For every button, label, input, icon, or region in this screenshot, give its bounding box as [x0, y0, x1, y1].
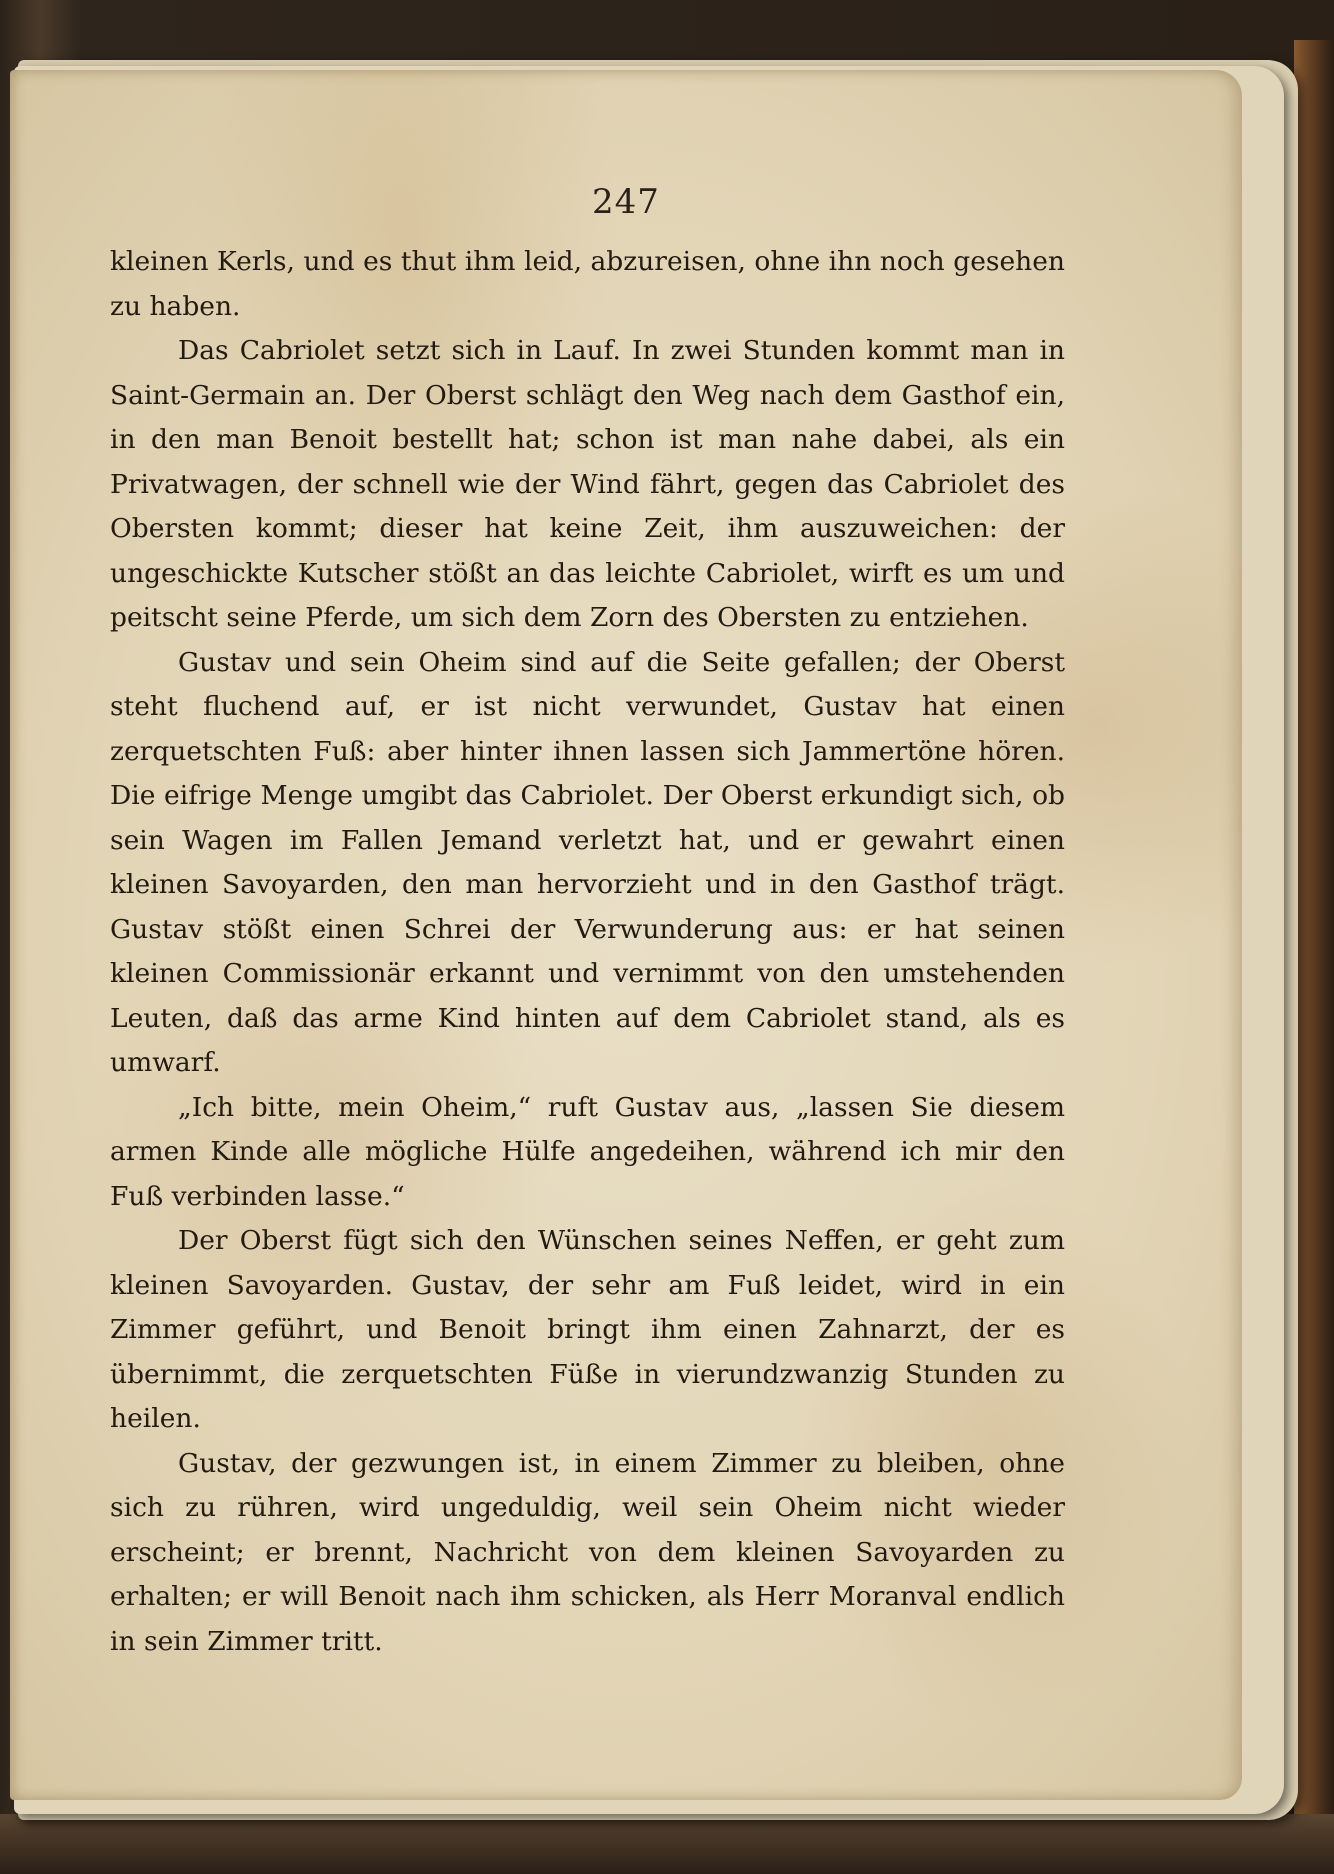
- book-cover-bottom: [0, 1814, 1334, 1874]
- paragraph-3: Gustav und sein Oheim sind auf die Seite gefallen; der Oberst steht fluchend auf, er ist nicht verwundet, Gustav hat einen zerquetschten Fuß: aber hinter ihnen lassen sich Jammertöne hören. Die eifrige Menge umgibt das Cabriolet. Der Oberst erkundigt sich, ob sein Wagen im Fallen Jemand verletzt hat, und er gewahrt einen kleinen Savoyarden, den man hervorzieht und in den Gasthof trägt. Gustav stößt einen Schrei der Verwunderung aus: er hat seinen kleinen Commissionär erkannt und vernimmt von den umstehenden Leuten, daß das arme Kind hinten auf dem Cabriolet stand, als es umwarf.: [110, 646, 1065, 1078]
- page-number: 247: [592, 182, 660, 222]
- paragraph-1: kleinen Kerls, und es thut ihm leid, abzureisen, ohne ihn noch gesehen zu haben.: [110, 246, 1065, 322]
- paragraph-5: Der Oberst fügt sich den Wünschen seines Neffen, er geht zum kleinen Savoyarden. Gustav, der sehr am Fuß leidet, wird in ein Zimmer geführt, und Benoit bringt ihm einen Zahnarzt, der es übernimmt, die zerquetschten Füße in vierundzwanzig Stunden zu heilen.: [110, 1225, 1065, 1434]
- paragraph-6: Gustav, der gezwungen ist, in einem Zimmer zu bleiben, ohne sich zu rühren, wird ungeduldig, weil sein Oheim nicht wieder erscheint; er brennt, Nachricht von dem kleinen Savoyarden zu erhalten; er will Benoit nach ihm schicken, als Herr Moranval endlich in sein Zimmer tritt.: [110, 1447, 1065, 1657]
- paragraph-2: Das Cabriolet setzt sich in Lauf. In zwei Stunden kommt man in Saint-Germain an. Der Oberst schlägt den Weg nach dem Gasthof ein, in den man Benoit bestellt hat; schon ist man nahe dabei, als ein Privatwagen, der schnell wie der Wind fährt, gegen das Cabriolet des Obersten kommt; dieser hat keine Zeit, ihm auszuweichen: der ungeschickte Kutscher stößt an das leichte Cabriolet, wirft es um und peitscht seine Pferde, um sich dem Zorn des Obersten zu entziehen.: [110, 335, 1065, 633]
- paragraph-4: „Ich bitte, mein Oheim,“ ruft Gustav aus, „lassen Sie diesem armen Kinde alle mögliche Hülfe angedeihen, während ich mir den Fuß verbinden lasse.“: [110, 1091, 1065, 1212]
- book-cover-edge: [1294, 40, 1334, 1874]
- body-text: [110, 240, 1065, 1664]
- book-page: [10, 70, 1242, 1800]
